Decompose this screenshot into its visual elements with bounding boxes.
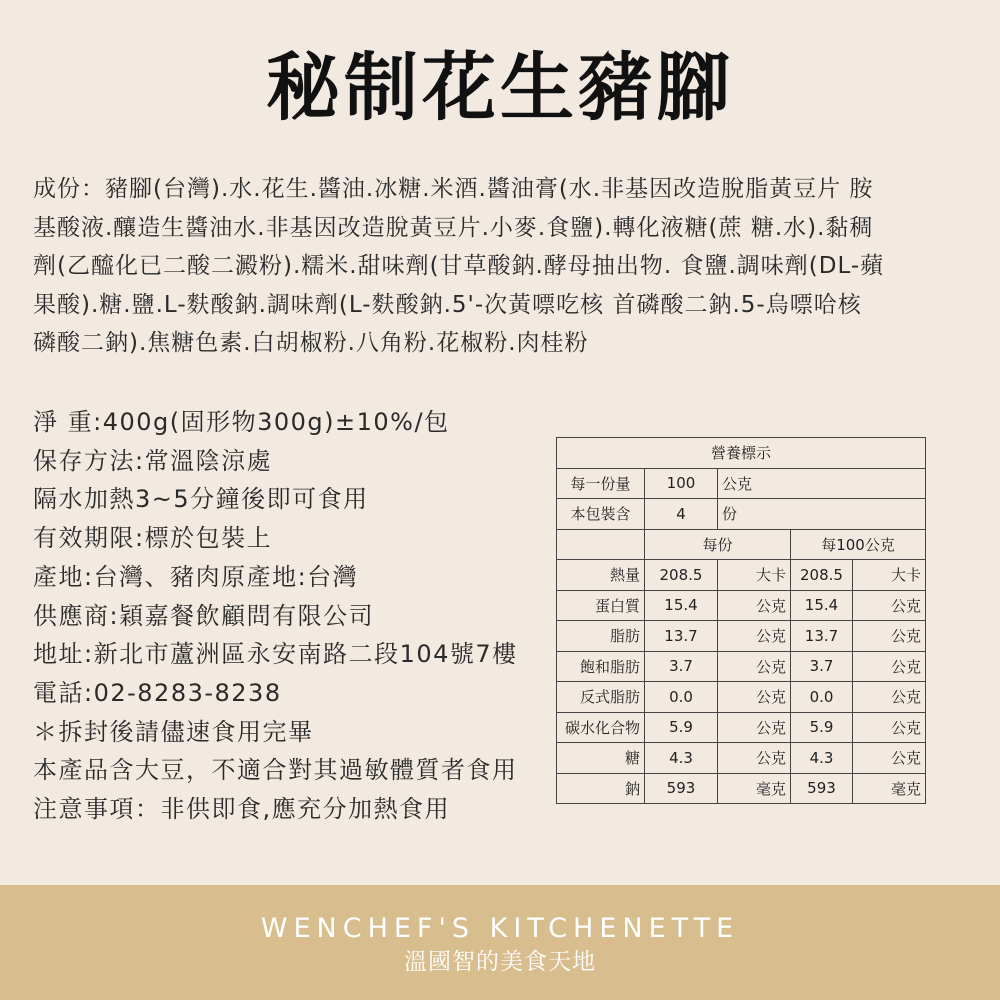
per-100g-unit: 公克 (853, 682, 926, 713)
allergen-warning: 本產品含大豆，不適合對其過敏體質者食用 (33, 756, 518, 785)
nutrient-row (557, 560, 926, 591)
per-100g-value: 0.0 (791, 682, 853, 713)
per-serving-value: 5.9 (645, 712, 718, 743)
servings-per-package-row (557, 499, 926, 530)
nutrient-name: 反式脂肪 (557, 682, 645, 713)
nutrient-name: 碳水化合物 (557, 712, 645, 743)
empty-header-cell (557, 529, 645, 560)
per-100g-value: 4.3 (791, 743, 853, 774)
nutrient-name: 蛋白質 (557, 590, 645, 621)
nutrient-row (557, 773, 926, 804)
nutrient-name: 飽和脂肪 (557, 651, 645, 682)
servings-per-package-unit: 份 (718, 499, 926, 530)
supplier: 供應商:穎嘉餐飲顧問有限公司 (33, 601, 375, 630)
per-100g-header: 每100公克 (791, 529, 926, 560)
nutrient-row (557, 743, 926, 774)
per-serving-unit: 公克 (718, 712, 791, 743)
ingredients-line: 劑(乙醯化已二酸二澱粉).糯米.甜味劑(甘草酸鈉.酵母抽出物. 食鹽.調味劑(DL-蘋 (33, 253, 885, 279)
per-serving-unit: 毫克 (718, 773, 791, 804)
per-100g-unit: 公克 (853, 712, 926, 743)
address: 地址:新北市蘆洲區永安南路二段104號7樓 (33, 640, 518, 669)
serving-size-label: 每一份量 (557, 468, 645, 499)
nutrition-caption: 營養標示 (557, 438, 926, 469)
per-100g-unit: 公克 (853, 743, 926, 774)
serving-size-value: 100 (645, 468, 718, 499)
serving-size-unit: 公克 (718, 468, 926, 499)
product-title: 秘制花生豬腳 (266, 45, 734, 131)
per-serving-unit: 公克 (718, 590, 791, 621)
ingredients-paragraph (33, 170, 973, 363)
nutrient-row (557, 621, 926, 652)
nutrient-name: 脂肪 (557, 621, 645, 652)
expiry-date: 有效期限:標於包裝上 (33, 524, 273, 553)
per-serving-value: 593 (645, 773, 718, 804)
per-100g-value: 13.7 (791, 621, 853, 652)
per-serving-header: 每份 (645, 529, 791, 560)
column-header-row (557, 529, 926, 560)
brand-name-chinese: 溫國智的美食天地 (404, 949, 596, 975)
per-100g-unit: 公克 (853, 651, 926, 682)
nutrient-name: 鈉 (557, 773, 645, 804)
nutrition-table (556, 437, 926, 804)
serving-size-row (557, 468, 926, 499)
per-serving-value: 3.7 (645, 651, 718, 682)
nutrient-row (557, 590, 926, 621)
per-serving-unit: 大卡 (718, 560, 791, 591)
heating-instructions: 隔水加熱3~5分鐘後即可食用 (33, 485, 369, 514)
per-serving-unit: 公克 (718, 682, 791, 713)
ingredients-line: 成份：豬腳(台灣).水.花生.醬油.冰糖.米酒.醬油膏(水.非基因改造脫脂黃豆片 胺 (33, 176, 874, 202)
phone: 電話:02-8283-8238 (33, 678, 282, 707)
nutrient-name: 熱量 (557, 560, 645, 591)
after-opening-note: ＊拆封後請儘速食用完畢 (33, 717, 314, 746)
per-serving-value: 13.7 (645, 621, 718, 652)
ingredients-line: 果酸).糖.鹽.L-麩酸鈉.調味劑(L-麩酸鈉.5'-次黃嘌吃核 首磷酸二鈉.5-烏嘌哈核 (33, 291, 862, 318)
per-100g-unit: 大卡 (853, 560, 926, 591)
per-100g-value: 3.7 (791, 651, 853, 682)
ingredients-line: 基酸液.釀造生醬油水.非基因改造脫黃豆片.小麥.食鹽).轉化液糖(蔗 糖.水).黏稠 (33, 214, 874, 241)
brand-footer (0, 885, 1000, 1000)
net-weight: 淨 重:400g(固形物300g)±10%/包 (33, 408, 450, 436)
nutrient-name: 糖 (557, 743, 645, 774)
per-serving-value: 208.5 (645, 560, 718, 591)
per-serving-unit: 公克 (718, 651, 791, 682)
per-serving-value: 15.4 (645, 590, 718, 621)
per-100g-unit: 公克 (853, 621, 926, 652)
nutrient-row (557, 651, 926, 682)
storage-method: 保存方法:常溫陰涼處 (33, 446, 273, 475)
servings-per-package-value: 4 (645, 499, 718, 530)
ingredients-line: 磷酸二鈉).焦糖色素.白胡椒粉.八角粉.花椒粉.肉桂粉 (33, 330, 589, 356)
servings-per-package-label: 本包裝含 (557, 499, 645, 530)
nutrient-row (557, 682, 926, 713)
per-serving-value: 4.3 (645, 743, 718, 774)
brand-name-english: WENCHEF'S KITCHENETTE (260, 913, 740, 944)
product-info-list (33, 403, 553, 829)
per-100g-unit: 公克 (853, 590, 926, 621)
origin: 產地:台灣、豬肉原產地:台灣 (33, 562, 359, 591)
per-100g-value: 5.9 (791, 712, 853, 743)
per-100g-value: 593 (791, 773, 853, 804)
nutrient-row (557, 712, 926, 743)
per-serving-unit: 公克 (718, 743, 791, 774)
per-100g-value: 208.5 (791, 560, 853, 591)
per-100g-value: 15.4 (791, 590, 853, 621)
caution-note: 注意事項：非供即食,應充分加熱食用 (33, 795, 451, 824)
per-100g-unit: 毫克 (853, 773, 926, 804)
nutrition-caption-row (557, 438, 926, 469)
per-serving-value: 0.0 (645, 682, 718, 713)
per-serving-unit: 公克 (718, 621, 791, 652)
